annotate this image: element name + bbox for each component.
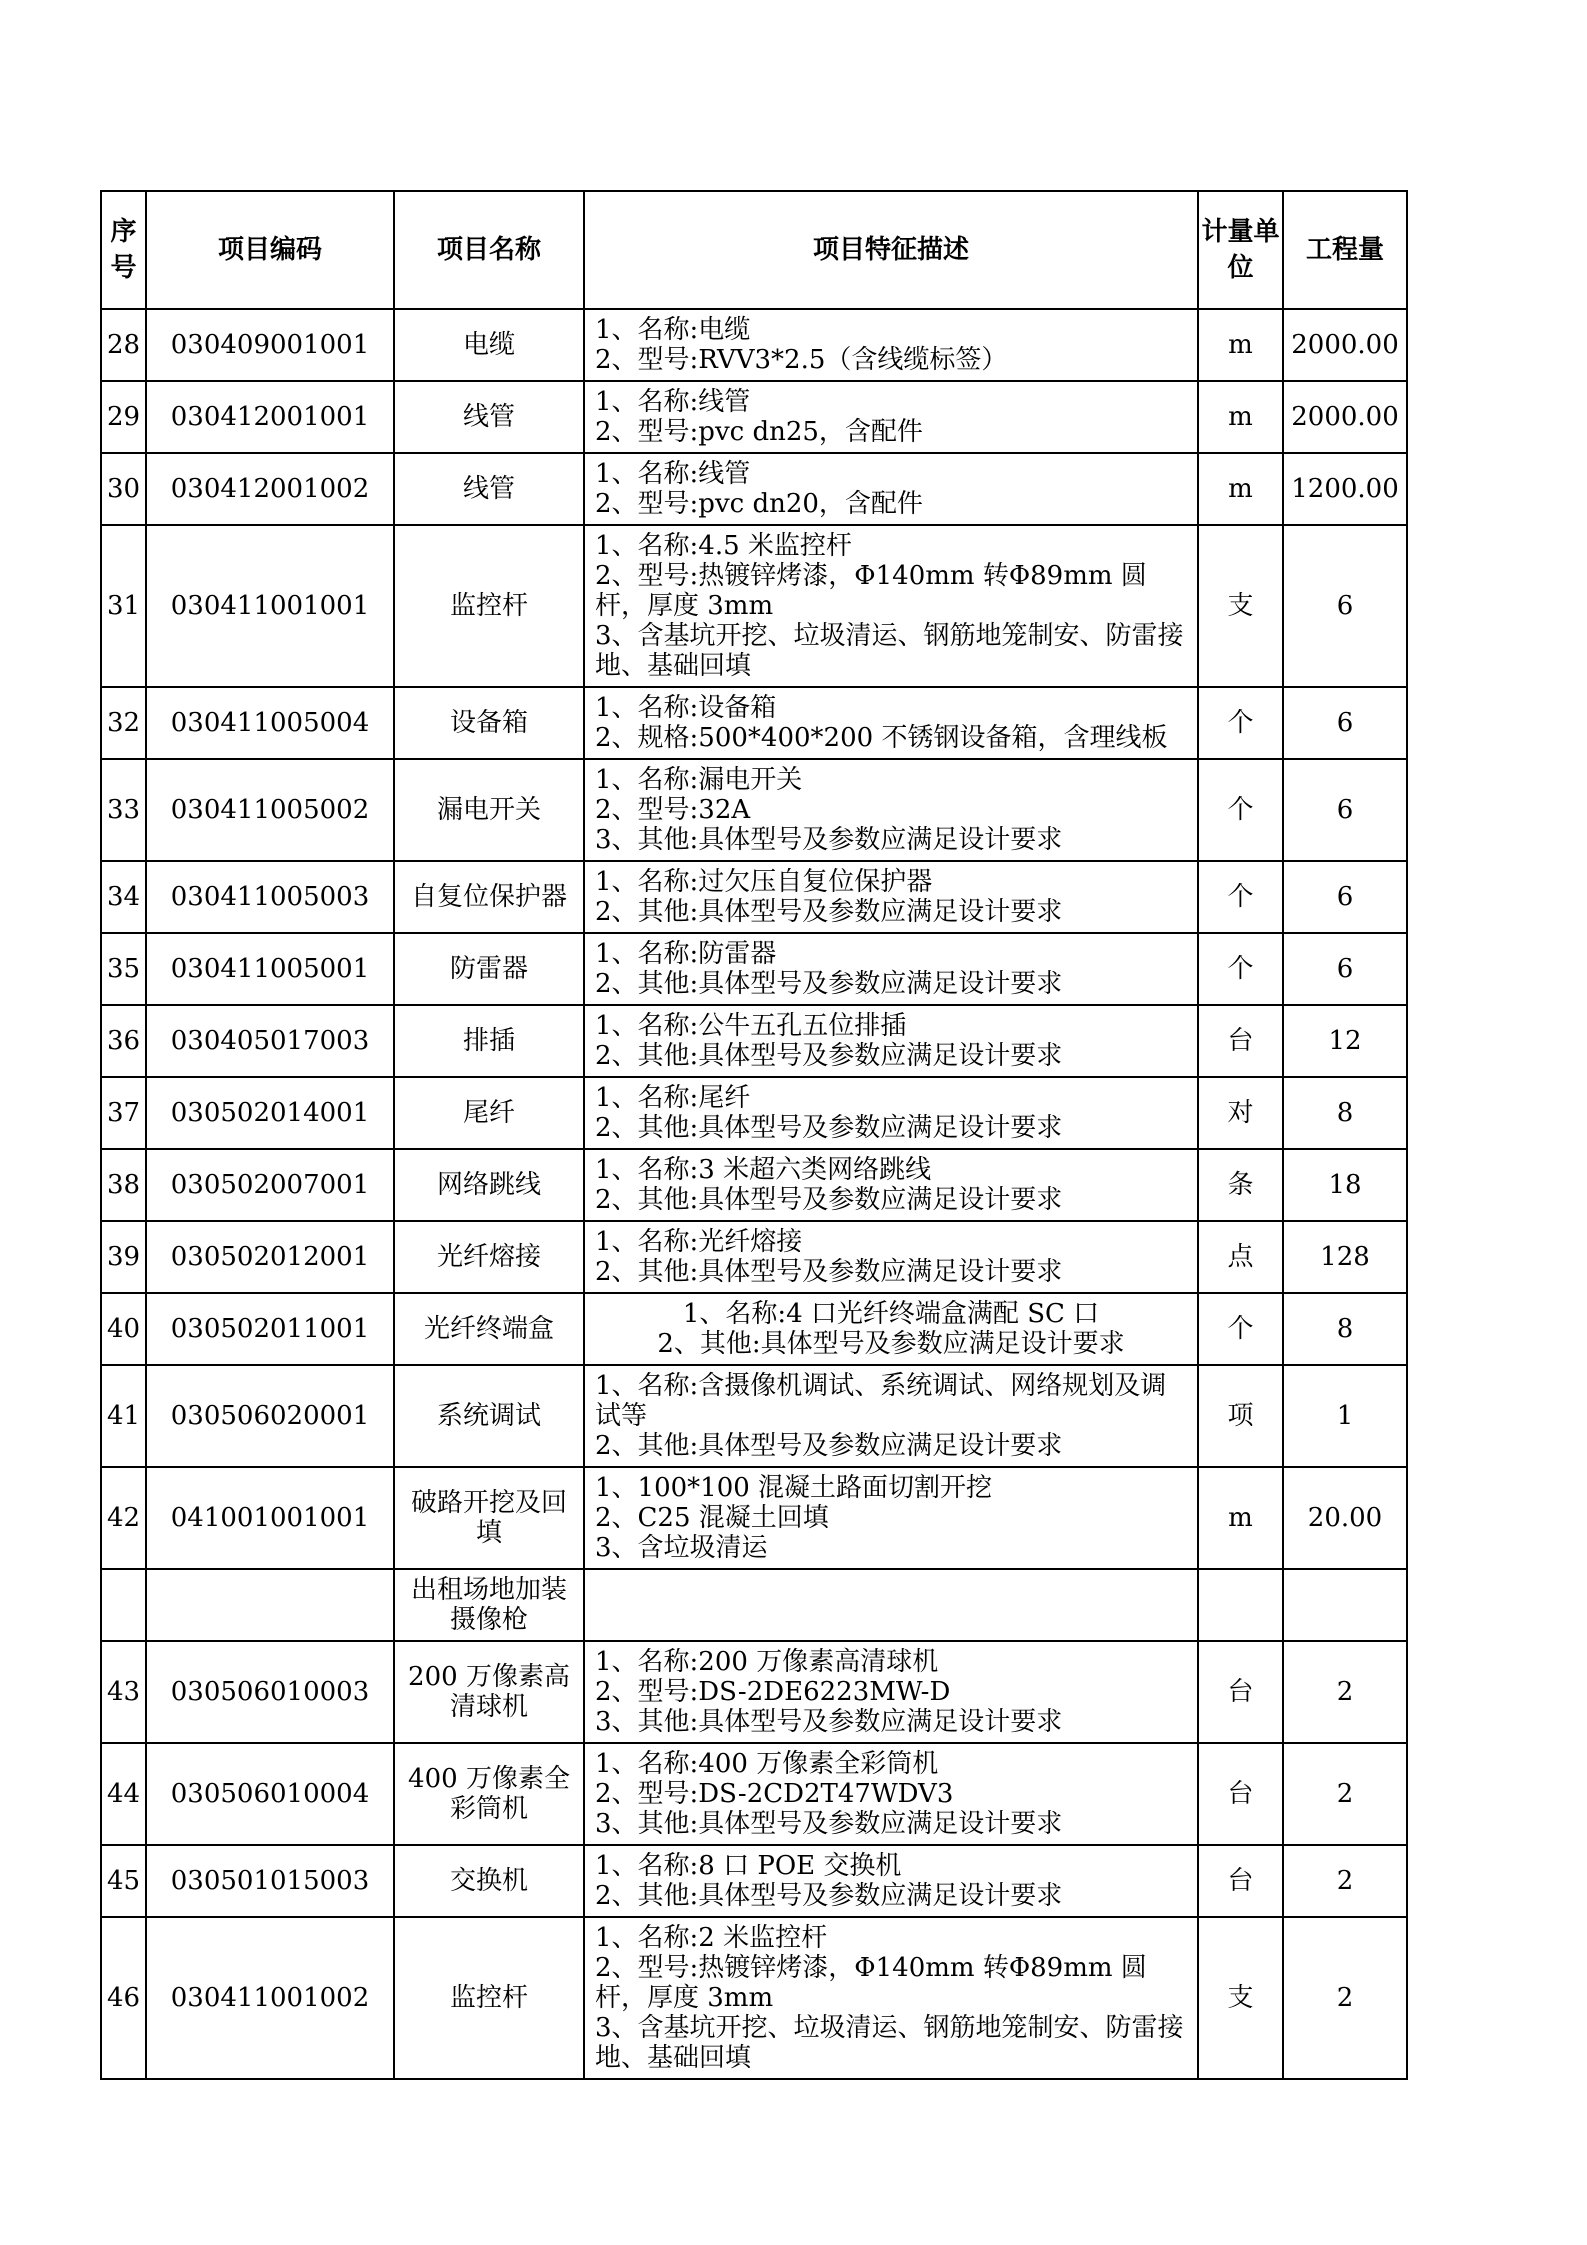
cell-unit: m — [1198, 453, 1283, 525]
table-row — [101, 1005, 1407, 1077]
cell-desc — [584, 933, 1198, 1005]
cell-desc — [584, 1917, 1198, 2079]
cell-unit: 个 — [1198, 759, 1283, 861]
desc-line: 2、型号:DS-2DE6223MW-D — [595, 1677, 951, 1707]
cell-qty: 1200.00 — [1283, 453, 1407, 525]
cell-desc — [584, 1293, 1198, 1365]
cell-name: 400 万像素全彩筒机 — [394, 1743, 584, 1845]
cell-name: 自复位保护器 — [394, 861, 584, 933]
cell-name: 漏电开关 — [394, 759, 584, 861]
cell-name: 破路开挖及回填 — [394, 1467, 584, 1569]
cell-desc — [584, 759, 1198, 861]
desc-line: 2、其他:具体型号及参数应满足设计要求 — [595, 1185, 1063, 1215]
cell-no: 43 — [101, 1641, 146, 1743]
desc-line: 1、名称:公牛五孔五位排插 — [595, 1011, 907, 1041]
cell-unit: m — [1198, 381, 1283, 453]
cell-no: 28 — [101, 309, 146, 381]
cell-code: 030411005002 — [146, 759, 394, 861]
cell-desc — [584, 453, 1198, 525]
desc-line: 2、型号:热镀锌烤漆，Φ140mm 转Φ89mm 圆杆，厚度 3mm — [595, 1953, 1147, 2013]
cell-no: 34 — [101, 861, 146, 933]
desc-line: 1、名称:400 万像素全彩筒机 — [595, 1749, 939, 1779]
cell-qty: 1 — [1283, 1365, 1407, 1467]
header-unit: 计量单位 — [1198, 191, 1283, 309]
cell-desc — [584, 1149, 1198, 1221]
cell-name: 防雷器 — [394, 933, 584, 1005]
cell-code: 030411005001 — [146, 933, 394, 1005]
cell-no: 41 — [101, 1365, 146, 1467]
desc-line: 3、含基坑开挖、垃圾清运、钢筋地笼制安、防雷接地、基础回填 — [595, 621, 1184, 681]
desc-line: 2、型号:pvc dn20，含配件 — [595, 489, 923, 519]
desc-line: 1、名称:4.5 米监控杆 — [595, 531, 852, 561]
cell-unit: m — [1198, 1467, 1283, 1569]
desc-line: 1、100*100 混凝土路面切割开挖 — [595, 1473, 993, 1503]
cell-unit — [1198, 1569, 1283, 1641]
table-row — [101, 1293, 1407, 1365]
cell-desc — [584, 1845, 1198, 1917]
cell-name: 尾纤 — [394, 1077, 584, 1149]
desc-line: 2、型号:DS-2CD2T47WDV3 — [595, 1779, 954, 1809]
table-row — [101, 933, 1407, 1005]
table-row — [101, 1077, 1407, 1149]
table-row — [101, 525, 1407, 687]
cell-desc — [584, 1569, 1198, 1641]
cell-code: 030411001002 — [146, 1917, 394, 2079]
cell-code: 030405017003 — [146, 1005, 394, 1077]
cell-desc — [584, 1641, 1198, 1743]
cell-qty: 6 — [1283, 759, 1407, 861]
cell-code: 030506010004 — [146, 1743, 394, 1845]
cell-desc — [584, 1467, 1198, 1569]
header-code: 项目编码 — [146, 191, 394, 309]
desc-line: 2、其他:具体型号及参数应满足设计要求 — [595, 969, 1063, 999]
cell-name: 出租场地加装摄像枪 — [394, 1569, 584, 1641]
header-no: 序号 — [101, 191, 146, 309]
desc-line: 2、C25 混凝土回填 — [595, 1503, 829, 1533]
cell-no: 37 — [101, 1077, 146, 1149]
cell-no: 38 — [101, 1149, 146, 1221]
desc-line: 2、其他:具体型号及参数应满足设计要求 — [657, 1329, 1125, 1359]
desc-line: 1、名称:线管 — [595, 387, 751, 417]
cell-name: 200 万像素高清球机 — [394, 1641, 584, 1743]
cell-qty: 20.00 — [1283, 1467, 1407, 1569]
cell-code: 030412001001 — [146, 381, 394, 453]
cell-code: 030502012001 — [146, 1221, 394, 1293]
cell-qty: 2 — [1283, 1917, 1407, 2079]
cell-no: 36 — [101, 1005, 146, 1077]
desc-line: 1、名称:光纤熔接 — [595, 1227, 803, 1257]
desc-line: 2、其他:具体型号及参数应满足设计要求 — [595, 897, 1063, 927]
boq-table — [100, 190, 1408, 2080]
cell-desc — [584, 309, 1198, 381]
desc-line: 2、型号:pvc dn25，含配件 — [595, 417, 923, 447]
desc-line: 1、名称:线管 — [595, 459, 751, 489]
desc-line: 2、型号:热镀锌烤漆，Φ140mm 转Φ89mm 圆杆，厚度 3mm — [595, 561, 1147, 621]
cell-name: 光纤熔接 — [394, 1221, 584, 1293]
cell-no: 30 — [101, 453, 146, 525]
cell-qty: 2000.00 — [1283, 309, 1407, 381]
desc-line: 2、型号:32A — [595, 795, 751, 825]
desc-line: 1、名称:4 口光纤终端盒满配 SC 口 — [682, 1299, 1100, 1329]
cell-qty: 8 — [1283, 1293, 1407, 1365]
table-row — [101, 1221, 1407, 1293]
cell-qty: 18 — [1283, 1149, 1407, 1221]
cell-qty: 128 — [1283, 1221, 1407, 1293]
desc-line: 1、名称:过欠压自复位保护器 — [595, 867, 933, 897]
cell-desc — [584, 861, 1198, 933]
desc-line: 3、其他:具体型号及参数应满足设计要求 — [595, 825, 1063, 855]
table-row — [101, 1845, 1407, 1917]
desc-line: 1、名称:设备箱 — [595, 693, 777, 723]
cell-qty: 12 — [1283, 1005, 1407, 1077]
cell-code: 030412001002 — [146, 453, 394, 525]
cell-name: 系统调试 — [394, 1365, 584, 1467]
cell-qty — [1283, 1569, 1407, 1641]
table-row — [101, 1149, 1407, 1221]
table-body — [101, 309, 1407, 2079]
cell-unit: 台 — [1198, 1743, 1283, 1845]
table-row — [101, 1467, 1407, 1569]
desc-line: 2、其他:具体型号及参数应满足设计要求 — [595, 1113, 1063, 1143]
cell-unit: m — [1198, 309, 1283, 381]
cell-qty: 2000.00 — [1283, 381, 1407, 453]
desc-line: 3、其他:具体型号及参数应满足设计要求 — [595, 1809, 1063, 1839]
cell-qty: 2 — [1283, 1743, 1407, 1845]
cell-desc — [584, 1077, 1198, 1149]
table-row — [101, 381, 1407, 453]
desc-line: 2、其他:具体型号及参数应满足设计要求 — [595, 1041, 1063, 1071]
cell-no: 40 — [101, 1293, 146, 1365]
cell-code: 030411005003 — [146, 861, 394, 933]
cell-desc — [584, 1005, 1198, 1077]
table-row — [101, 1365, 1407, 1467]
cell-qty: 2 — [1283, 1641, 1407, 1743]
cell-name: 交换机 — [394, 1845, 584, 1917]
cell-no — [101, 1569, 146, 1641]
desc-line: 1、名称:电缆 — [595, 315, 751, 345]
desc-line: 1、名称:漏电开关 — [595, 765, 803, 795]
cell-code: 041001001001 — [146, 1467, 394, 1569]
table-row — [101, 687, 1407, 759]
table-row — [101, 759, 1407, 861]
cell-qty: 6 — [1283, 687, 1407, 759]
cell-name: 网络跳线 — [394, 1149, 584, 1221]
table-row — [101, 1641, 1407, 1743]
desc-line: 2、规格:500*400*200 不锈钢设备箱，含理线板 — [595, 723, 1168, 753]
cell-qty: 6 — [1283, 861, 1407, 933]
cell-no: 31 — [101, 525, 146, 687]
cell-code: 030411001001 — [146, 525, 394, 687]
table-row — [101, 861, 1407, 933]
cell-code: 030411005004 — [146, 687, 394, 759]
cell-no: 39 — [101, 1221, 146, 1293]
desc-line: 1、名称:防雷器 — [595, 939, 777, 969]
header-row — [101, 191, 1407, 309]
cell-no: 42 — [101, 1467, 146, 1569]
cell-unit: 个 — [1198, 933, 1283, 1005]
cell-name: 监控杆 — [394, 525, 584, 687]
desc-line: 1、名称:含摄像机调试、系统调试、网络规划及调试等 — [595, 1371, 1167, 1431]
cell-code: 030501015003 — [146, 1845, 394, 1917]
cell-no: 45 — [101, 1845, 146, 1917]
table-row — [101, 1917, 1407, 2079]
cell-code: 030502014001 — [146, 1077, 394, 1149]
cell-name: 线管 — [394, 453, 584, 525]
table-row — [101, 1743, 1407, 1845]
cell-no: 29 — [101, 381, 146, 453]
desc-line: 2、型号:RVV3*2.5（含线缆标签） — [595, 345, 1008, 375]
cell-unit: 台 — [1198, 1845, 1283, 1917]
header-desc: 项目特征描述 — [584, 191, 1198, 309]
cell-unit: 个 — [1198, 861, 1283, 933]
cell-name: 电缆 — [394, 309, 584, 381]
cell-desc — [584, 1221, 1198, 1293]
cell-unit: 项 — [1198, 1365, 1283, 1467]
cell-unit: 条 — [1198, 1149, 1283, 1221]
cell-code: 030506020001 — [146, 1365, 394, 1467]
desc-line: 1、名称:3 米超六类网络跳线 — [595, 1155, 932, 1185]
cell-unit: 支 — [1198, 525, 1283, 687]
cell-unit: 对 — [1198, 1077, 1283, 1149]
desc-line: 3、含基坑开挖、垃圾清运、钢筋地笼制安、防雷接地、基础回填 — [595, 2013, 1184, 2073]
cell-no: 33 — [101, 759, 146, 861]
cell-desc — [584, 381, 1198, 453]
header-name: 项目名称 — [394, 191, 584, 309]
cell-no: 46 — [101, 1917, 146, 2079]
desc-line: 3、其他:具体型号及参数应满足设计要求 — [595, 1707, 1063, 1737]
cell-qty: 6 — [1283, 525, 1407, 687]
cell-unit: 台 — [1198, 1005, 1283, 1077]
cell-name: 设备箱 — [394, 687, 584, 759]
cell-code — [146, 1569, 394, 1641]
desc-line: 1、名称:2 米监控杆 — [595, 1923, 828, 1953]
cell-code: 030506010003 — [146, 1641, 394, 1743]
cell-no: 44 — [101, 1743, 146, 1845]
cell-desc — [584, 1743, 1198, 1845]
cell-unit: 点 — [1198, 1221, 1283, 1293]
cell-unit: 台 — [1198, 1641, 1283, 1743]
cell-qty: 8 — [1283, 1077, 1407, 1149]
desc-line: 1、名称:200 万像素高清球机 — [595, 1647, 939, 1677]
desc-line: 1、名称:8 口 POE 交换机 — [595, 1851, 902, 1881]
desc-line: 1、名称:尾纤 — [595, 1083, 751, 1113]
cell-name: 线管 — [394, 381, 584, 453]
cell-unit: 个 — [1198, 687, 1283, 759]
cell-code: 030502007001 — [146, 1149, 394, 1221]
desc-line: 3、含垃圾清运 — [595, 1533, 768, 1563]
cell-desc — [584, 1365, 1198, 1467]
cell-qty: 2 — [1283, 1845, 1407, 1917]
cell-name: 排插 — [394, 1005, 584, 1077]
cell-code: 030502011001 — [146, 1293, 394, 1365]
table-row — [101, 309, 1407, 381]
desc-line: 2、其他:具体型号及参数应满足设计要求 — [595, 1431, 1063, 1461]
cell-desc — [584, 525, 1198, 687]
cell-no: 35 — [101, 933, 146, 1005]
table-row — [101, 453, 1407, 525]
cell-unit: 支 — [1198, 1917, 1283, 2079]
cell-name: 光纤终端盒 — [394, 1293, 584, 1365]
desc-line: 2、其他:具体型号及参数应满足设计要求 — [595, 1881, 1063, 1911]
table-row — [101, 1569, 1407, 1641]
header-qty: 工程量 — [1283, 191, 1407, 309]
cell-unit: 个 — [1198, 1293, 1283, 1365]
desc-line: 2、其他:具体型号及参数应满足设计要求 — [595, 1257, 1063, 1287]
cell-qty: 6 — [1283, 933, 1407, 1005]
cell-name: 监控杆 — [394, 1917, 584, 2079]
cell-code: 030409001001 — [146, 309, 394, 381]
cell-desc — [584, 687, 1198, 759]
cell-no: 32 — [101, 687, 146, 759]
